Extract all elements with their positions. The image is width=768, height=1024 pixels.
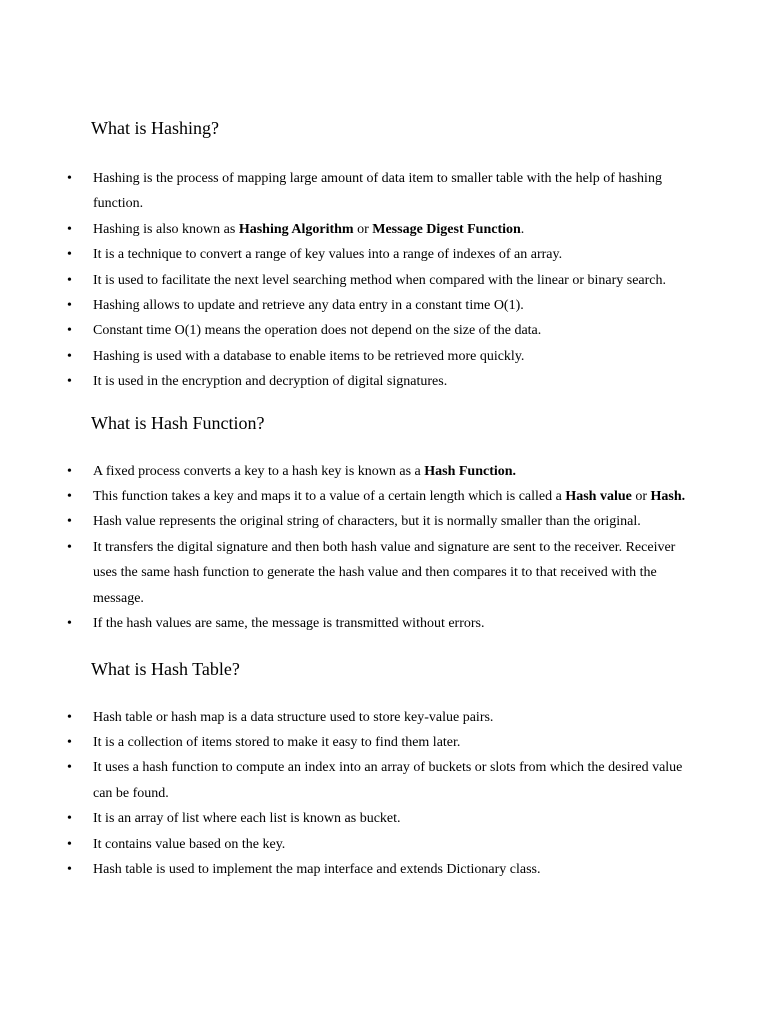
section-heading: What is Hashing? [91,118,219,138]
section-what-is-hash-table [0,655,768,883]
list-item: • It is used to facilitate the next level searching method when compared with the linear or binary search. [0,268,768,293]
list-item: • It is a technique to convert a range of key values into a range of indexes of an array. [0,242,768,267]
list-item: • It contains value based on the key. [0,832,768,857]
list-item: • Hash table is used to implement the map interface and extends Dictionary class. [0,857,768,882]
bold-term: Hash value [565,489,632,505]
list-item: • It uses a hash function to compute an index into an array of buckets or slots from which the desired value can be found. [0,755,768,806]
section-what-is-hash-function [0,409,768,637]
bold-term: Hash. [650,489,686,505]
list-item: • Hashing allows to update and retrieve any data entry in a constant time O(1). [0,293,768,318]
list-item: • A fixed process converts a key to a hash key is known as a Hash Function. [0,459,768,484]
section-heading: What is Hash Table? [91,658,240,679]
list-item: • Hashing is the process of mapping large amount of data item to smaller table with the help of hashing function. [0,166,768,217]
list-item: • Hashing is used with a database to enable items to be retrieved more quickly. [0,344,768,369]
list-item: • It is used in the encryption and decryption of digital signatures. [0,369,768,394]
list-item: • Hash table or hash map is a data structure used to store key-value pairs. [0,705,768,730]
bullet-list [0,705,768,883]
list-item: • It is a collection of items stored to make it easy to find them later. [0,730,768,755]
list-item: • Hashing is also known as Hashing Algorithm or Message Digest Function. [0,217,768,242]
bullet-list [0,459,768,637]
list-item: • It transfers the digital signature and then both hash value and signature are sent to the receiver. Receiver uses the same hash function to generate the hash value and then compares it to that received with the message. [0,535,768,611]
section-what-is-hashing [0,114,768,395]
bold-term: Hashing Algorithm [238,221,354,237]
bold-term: Message Digest Function [372,221,521,237]
list-item: • It is an array of list where each list is known as bucket. [0,806,768,831]
list-item: • Constant time O(1) means the operation does not depend on the size of the data. [0,318,768,343]
bullet-list [0,166,768,395]
list-item: • Hash value represents the original string of characters, but it is normally smaller than the original. [0,509,768,534]
list-item: • This function takes a key and maps it to a value of a certain length which is called a Hash value or Hash. [0,484,768,509]
list-item: • If the hash values are same, the message is transmitted without errors. [0,611,768,636]
bold-term: Hash Function. [424,463,517,479]
section-heading: What is Hash Function? [91,412,265,433]
